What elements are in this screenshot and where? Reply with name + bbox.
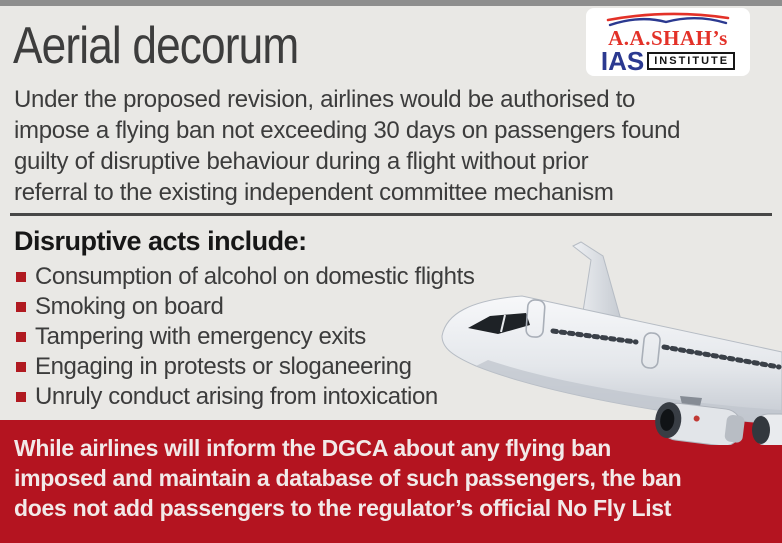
list-item <box>16 382 474 412</box>
bullet-square-icon <box>16 302 26 312</box>
section-divider <box>10 213 772 216</box>
intro-line: impose a flying ban not exceeding 30 days on passengers found <box>14 117 681 144</box>
intro-line: Under the proposed revision, airlines would be authorised to <box>14 86 636 113</box>
banner-line: imposed and maintain a database of such passengers, the ban <box>14 465 682 491</box>
logo-name-text: A.A.SHAH’s <box>608 26 728 50</box>
airplane-engine-far <box>752 414 782 445</box>
banner-line: does not add passengers to the regulator’s official No Fly List <box>14 495 672 521</box>
list-item-text: Consumption of alcohol on domestic flights <box>35 263 475 290</box>
bullet-square-icon <box>16 362 26 372</box>
top-border-bar <box>0 0 782 6</box>
list-item-text: Engaging in protests or sloganeering <box>35 353 412 380</box>
list-item-text: Tampering with emergency exits <box>35 323 366 350</box>
list-item-text: Smoking on board <box>35 293 224 320</box>
list-item <box>16 352 474 382</box>
disruptive-acts-heading: Disruptive acts include: <box>14 226 307 256</box>
institute-logo <box>586 8 750 76</box>
intro-line: referral to the existing independent committee mechanism <box>14 179 614 206</box>
logo-institute-text: INSTITUTE <box>647 52 735 70</box>
disruptive-acts-list <box>16 262 474 412</box>
page-title: Aerial decorum <box>13 17 299 75</box>
list-item-text: Unruly conduct arising from intoxication <box>35 383 438 410</box>
list-item <box>16 292 474 322</box>
logo-ias-text: IAS <box>600 46 645 76</box>
airplane-image <box>430 238 782 445</box>
bullet-square-icon <box>16 392 26 402</box>
intro-line: guilty of disruptive behaviour during a flight without prior <box>14 148 589 175</box>
intro-paragraph <box>14 84 680 208</box>
banner-line: While airlines will inform the DGCA about any flying ban <box>14 435 612 461</box>
bullet-square-icon <box>16 332 26 342</box>
list-item <box>16 262 474 292</box>
list-item <box>16 322 474 352</box>
logo-second-row <box>600 46 735 76</box>
bullet-square-icon <box>16 272 26 282</box>
